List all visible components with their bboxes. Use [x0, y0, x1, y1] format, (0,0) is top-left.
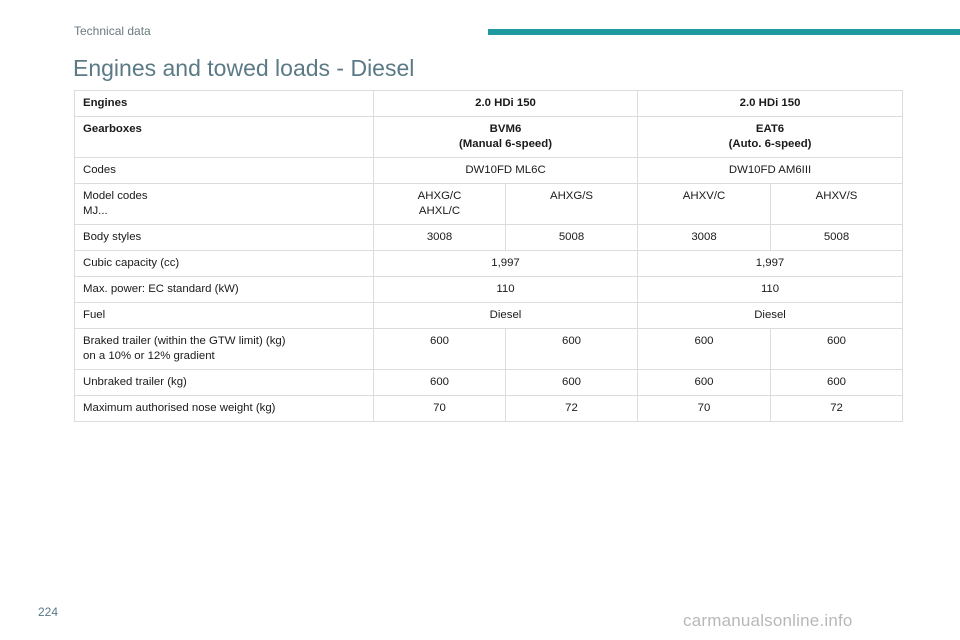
table-cell: 70 [638, 396, 771, 422]
table-row-engines [75, 91, 903, 117]
table-row-model-codes [75, 184, 903, 225]
row-label: Maximum authorised nose weight (kg) [75, 396, 374, 422]
table-row-max-power [75, 277, 903, 303]
table-row-codes [75, 158, 903, 184]
section-accent-bar [488, 29, 960, 35]
section-label: Technical data [74, 24, 151, 38]
cell-line: BVM6 [489, 123, 522, 135]
row-label: Unbraked trailer (kg) [75, 370, 374, 396]
cell-line: Model codes [83, 190, 148, 202]
table-cell: 5008 [506, 225, 638, 251]
row-label: Fuel [75, 303, 374, 329]
specifications-table [74, 90, 903, 422]
table-row-body-styles [75, 225, 903, 251]
table-row-cubic-capacity [75, 251, 903, 277]
table-row-gearboxes [75, 117, 903, 158]
table-cell: 3008 [638, 225, 771, 251]
table-cell [374, 184, 506, 225]
table-cell: 600 [506, 329, 638, 370]
table-cell: 600 [374, 329, 506, 370]
table-row-braked-trailer [75, 329, 903, 370]
row-label: Cubic capacity (cc) [75, 251, 374, 277]
table-cell: DW10FD AM6III [638, 158, 903, 184]
page-title: Engines and towed loads - Diesel [73, 55, 415, 81]
table-cell: 72 [506, 396, 638, 422]
table-cell: 600 [638, 370, 771, 396]
table-cell: 600 [506, 370, 638, 396]
page-number: 224 [38, 605, 59, 619]
row-label [75, 329, 374, 370]
cell-line: (Auto. 6-speed) [728, 138, 812, 150]
cell-line: AHXV/C [682, 190, 726, 202]
table-cell [638, 184, 771, 225]
cell-line: on a 10% or 12% gradient [83, 350, 215, 362]
cell-line: AHXL/C [418, 205, 461, 217]
row-label: Body styles [75, 225, 374, 251]
table-cell: DW10FD ML6C [374, 158, 638, 184]
cell-line: AHXG/C [417, 190, 462, 202]
cell-line: (Manual 6-speed) [458, 138, 553, 150]
watermark: carmanualsonline.info [683, 611, 853, 630]
row-label: Codes [75, 158, 374, 184]
table-cell: Diesel [374, 303, 638, 329]
table-cell [771, 184, 903, 225]
table-cell: 110 [374, 277, 638, 303]
cell-line: EAT6 [755, 123, 785, 135]
table-cell: 5008 [771, 225, 903, 251]
cell-line: AHXG/S [549, 190, 594, 202]
table-cell [638, 117, 903, 158]
table-cell: 1,997 [374, 251, 638, 277]
table-cell: 110 [638, 277, 903, 303]
cell-line: MJ... [83, 205, 108, 217]
row-label [75, 184, 374, 225]
table-cell [374, 117, 638, 158]
table-cell: 600 [771, 370, 903, 396]
cell-line: AHXV/S [815, 190, 858, 202]
table-cell [506, 184, 638, 225]
table-cell: 3008 [374, 225, 506, 251]
row-label: Gearboxes [75, 117, 374, 158]
table-cell: 2.0 HDi 150 [638, 91, 903, 117]
table-cell: 600 [771, 329, 903, 370]
table-cell: 1,997 [638, 251, 903, 277]
table-cell: 72 [771, 396, 903, 422]
cell-line: Braked trailer (within the GTW limit) (kg) [83, 335, 286, 347]
table-cell: 70 [374, 396, 506, 422]
table-cell: 2.0 HDi 150 [374, 91, 638, 117]
table-row-fuel [75, 303, 903, 329]
table-cell: Diesel [638, 303, 903, 329]
table-cell: 600 [638, 329, 771, 370]
row-label: Max. power: EC standard (kW) [75, 277, 374, 303]
table-cell: 600 [374, 370, 506, 396]
row-label: Engines [75, 91, 374, 117]
table-row-nose-weight [75, 396, 903, 422]
table-row-unbraked-trailer [75, 370, 903, 396]
